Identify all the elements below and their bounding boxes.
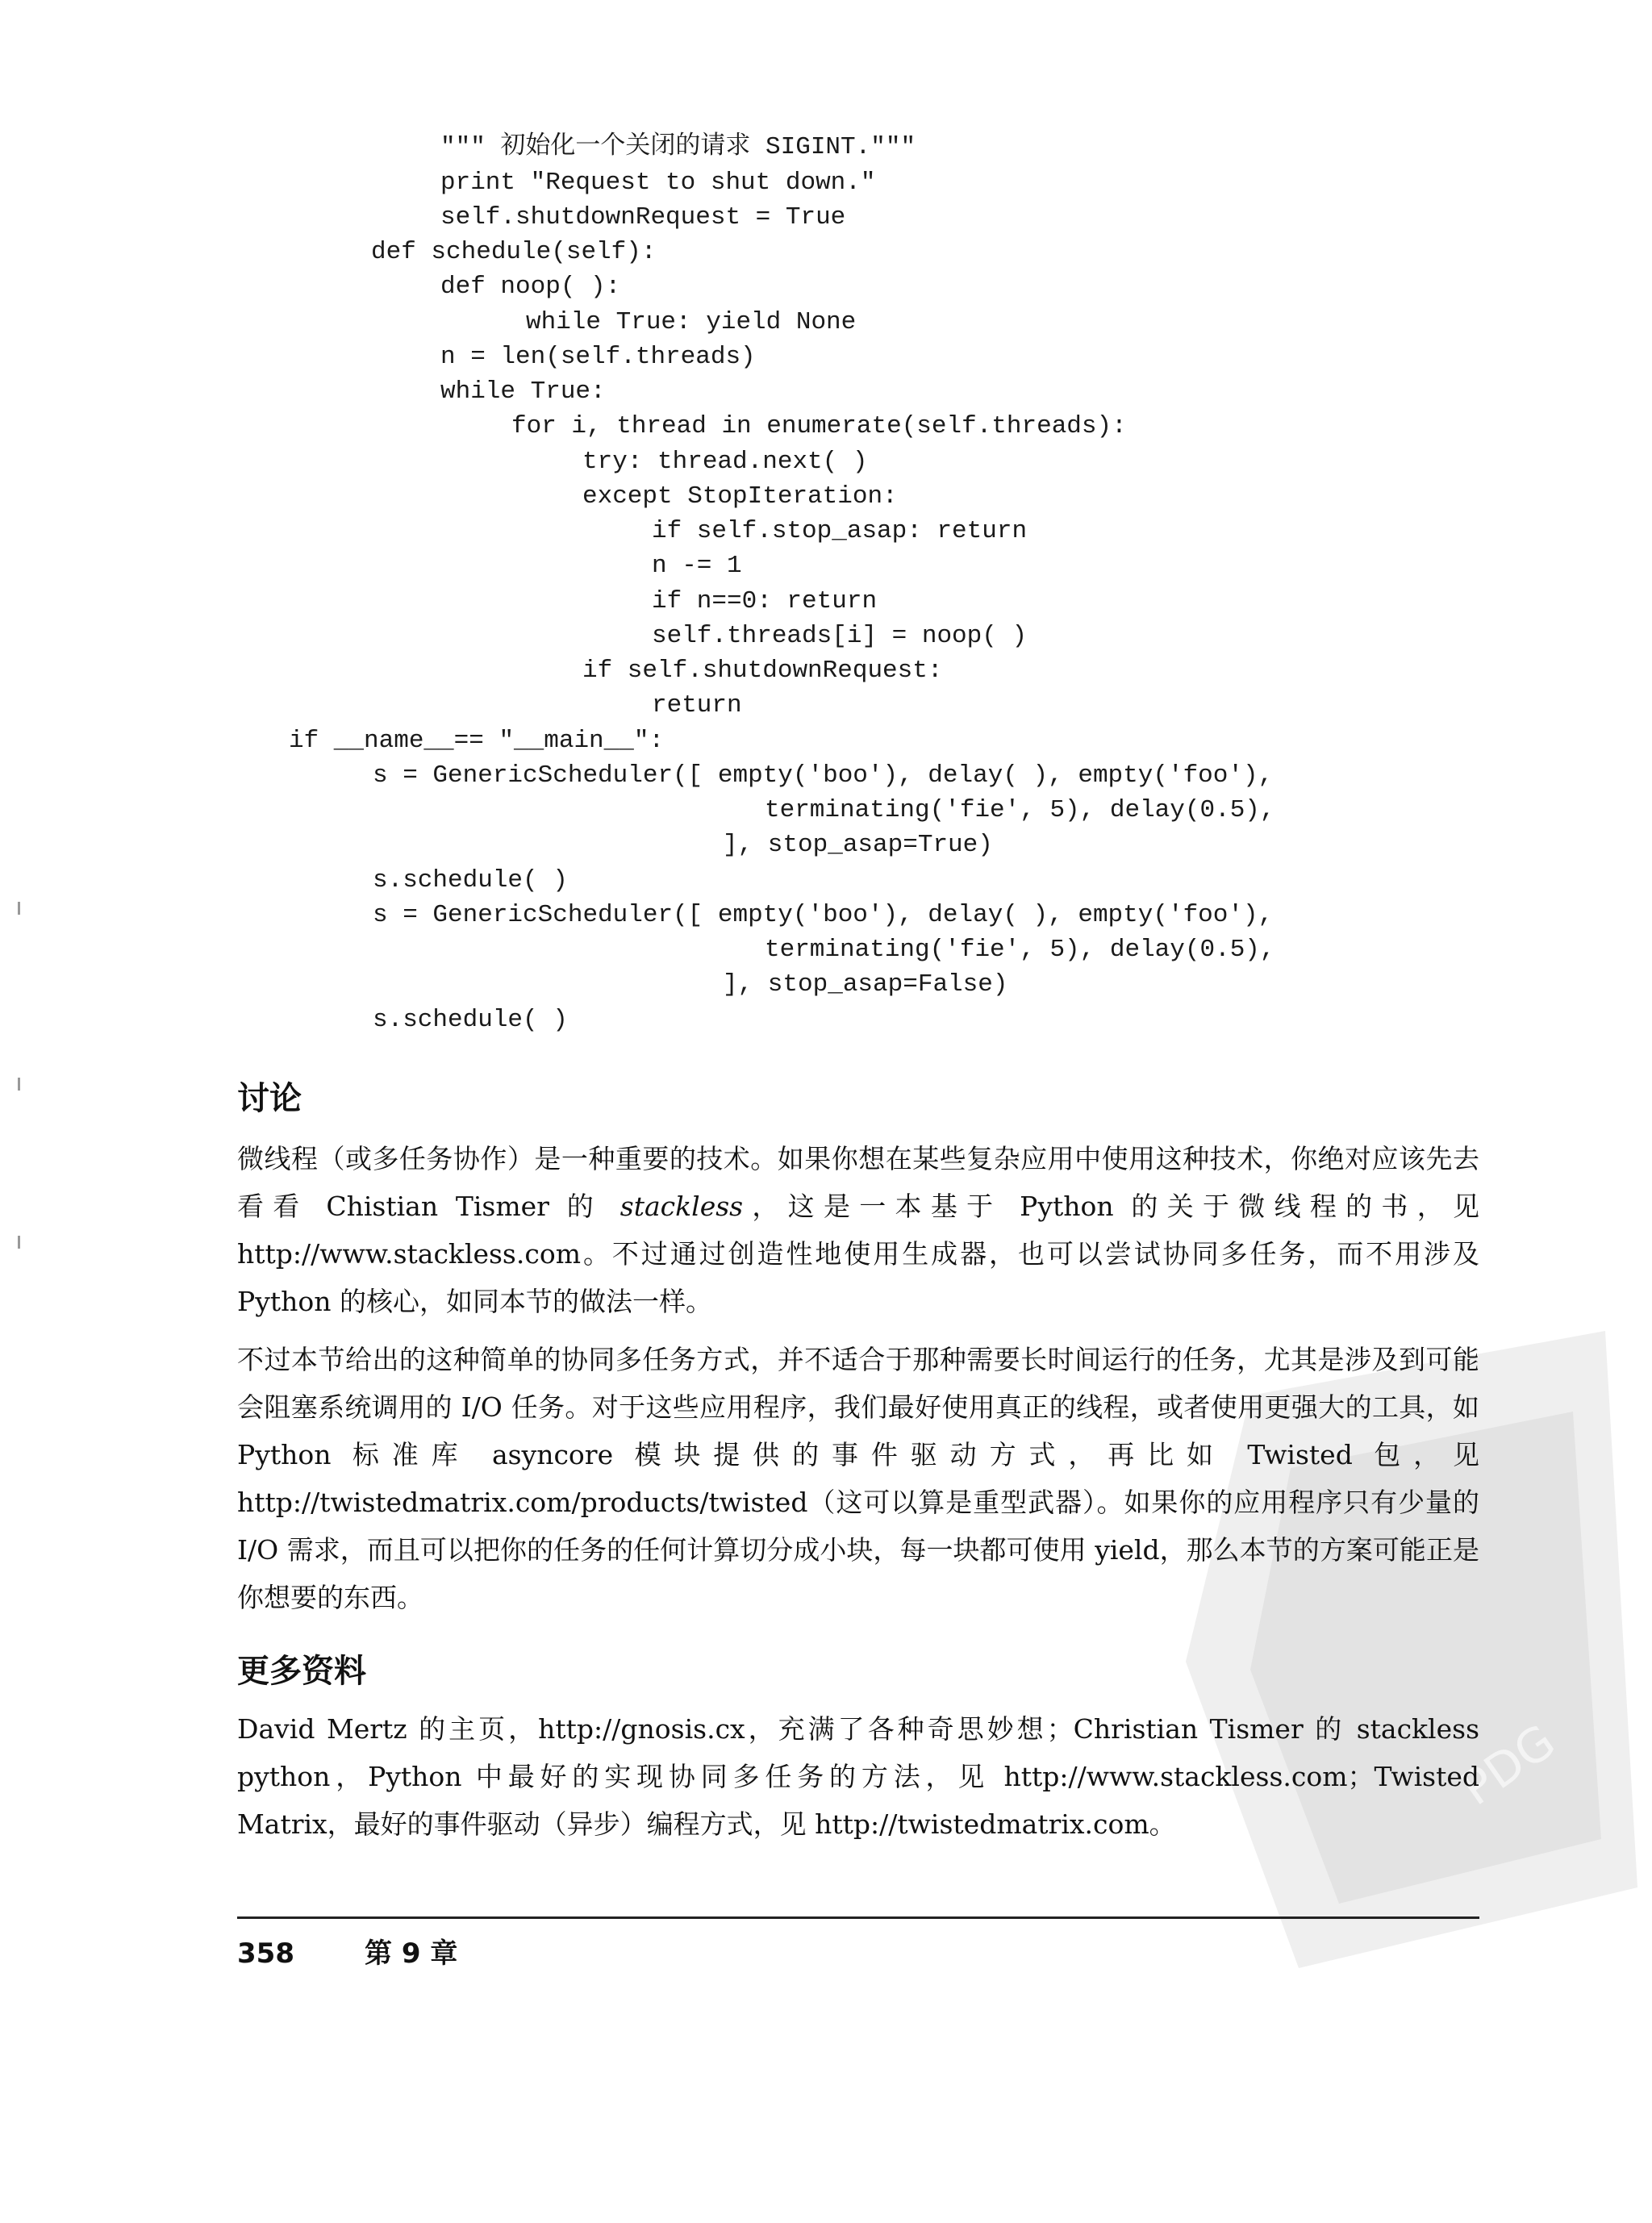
code-line: while True: yield None: [526, 308, 857, 336]
margin-speck: [18, 902, 20, 915]
code-line: s.schedule( ): [373, 866, 568, 895]
code-line: for i, thread in enumerate(self.threads):: [511, 412, 1127, 440]
code-line: self.shutdownRequest = True: [440, 203, 846, 231]
page-number: 358: [237, 1937, 294, 1970]
code-line: print "Request to shut down.": [440, 169, 876, 197]
section-heading-discussion: 讨论: [237, 1080, 302, 1117]
margin-speck: [18, 1236, 20, 1249]
code-line: s.schedule( ): [373, 1006, 568, 1034]
margin-speck: [18, 1078, 20, 1091]
stackless-emphasis: stackless: [620, 1191, 744, 1222]
code-line: if __name__== "__main__":: [289, 727, 665, 755]
code-line: def schedule(self):: [371, 238, 657, 266]
code-line: s = GenericScheduler([ empty('boo'), delay( ), empty('foo'),: [373, 901, 1274, 929]
code-line: except StopIteration:: [582, 482, 898, 511]
watermark-text: PDG: [1451, 1713, 1566, 1816]
code-line: ], stop_asap=False): [723, 970, 1008, 999]
code-line: n = len(self.threads): [440, 343, 756, 371]
code-line: terminating('fie', 5), delay(0.5),: [765, 796, 1275, 824]
code-line: if self.stop_asap: return: [652, 517, 1028, 545]
code-line: terminating('fie', 5), delay(0.5),: [765, 936, 1275, 964]
discussion-paragraph-1-text-b: ，这是一本基于 Python 的关于微线程的书，见 http://www.stackless.com。不过通过创造性地使用生成器，也可以尝试协同多任务，而不用涉及 Python 的核心，如同本节的做法一样。: [237, 1191, 1479, 1317]
discussion-paragraph-2: 不过本节给出的这种简单的协同多任务方式，并不适合于那种需要长时间运行的任务，尤其是涉及到可能会阻塞系统调用的 I/O 任务。对于这些应用程序，我们最好使用真正的线程，或者使用更强大的工具，如 Python 标准库 asyncore 模块提供的事件驱动方式，再比如 Twisted 包，见 http://twistedmatrix.com/products/twisted（这可以算是重型武器）。如果你的应用程序只有少量的 I/O 需求，而且可以把你的任务的任何计算切分成小块，每一块都可使用 yield，那么本节的方案可能正是你想要的东西。: [237, 1344, 1479, 1613]
code-line: try: thread.next( ): [582, 448, 868, 476]
code-line: ], stop_asap=True): [723, 831, 993, 859]
code-line: while True:: [440, 377, 606, 406]
footer-rule: [237, 1916, 1479, 1919]
code-line: def noop( ):: [440, 273, 621, 301]
section-heading-more: 更多资料: [237, 1653, 366, 1690]
discussion-paragraph-1: [237, 1135, 1479, 1325]
chapter-label: 第 9 章: [365, 1937, 458, 1970]
more-paragraph: David Mertz 的主页，http://gnosis.cx，充满了各种奇思妙想；Christian Tismer 的 stackless python，Python 中最好的实现协同多任务的方法，见 http://www.stackless.com；Twisted Matrix，最好的事件驱动（异步）编程方式，见 http://twistedmatrix.com。: [237, 1713, 1479, 1840]
code-line: if self.shutdownRequest:: [582, 657, 943, 685]
code-line: return: [652, 691, 742, 719]
discussion-paragraph-1-text-a: 微线程（或多任务协作）是一种重要的技术。如果你想在某些复杂应用中使用这种技术，你绝对应该先去看看 Chistian Tismer 的: [237, 1143, 1479, 1222]
code-line: if n==0: return: [652, 587, 878, 615]
code-line: """ 初始化一个关闭的请求 SIGINT.""": [440, 133, 916, 161]
code-line: n -= 1: [652, 552, 742, 580]
code-line: self.threads[i] = noop( ): [652, 622, 1028, 650]
code-line: s = GenericScheduler([ empty('boo'), delay( ), empty('foo'),: [373, 761, 1274, 790]
